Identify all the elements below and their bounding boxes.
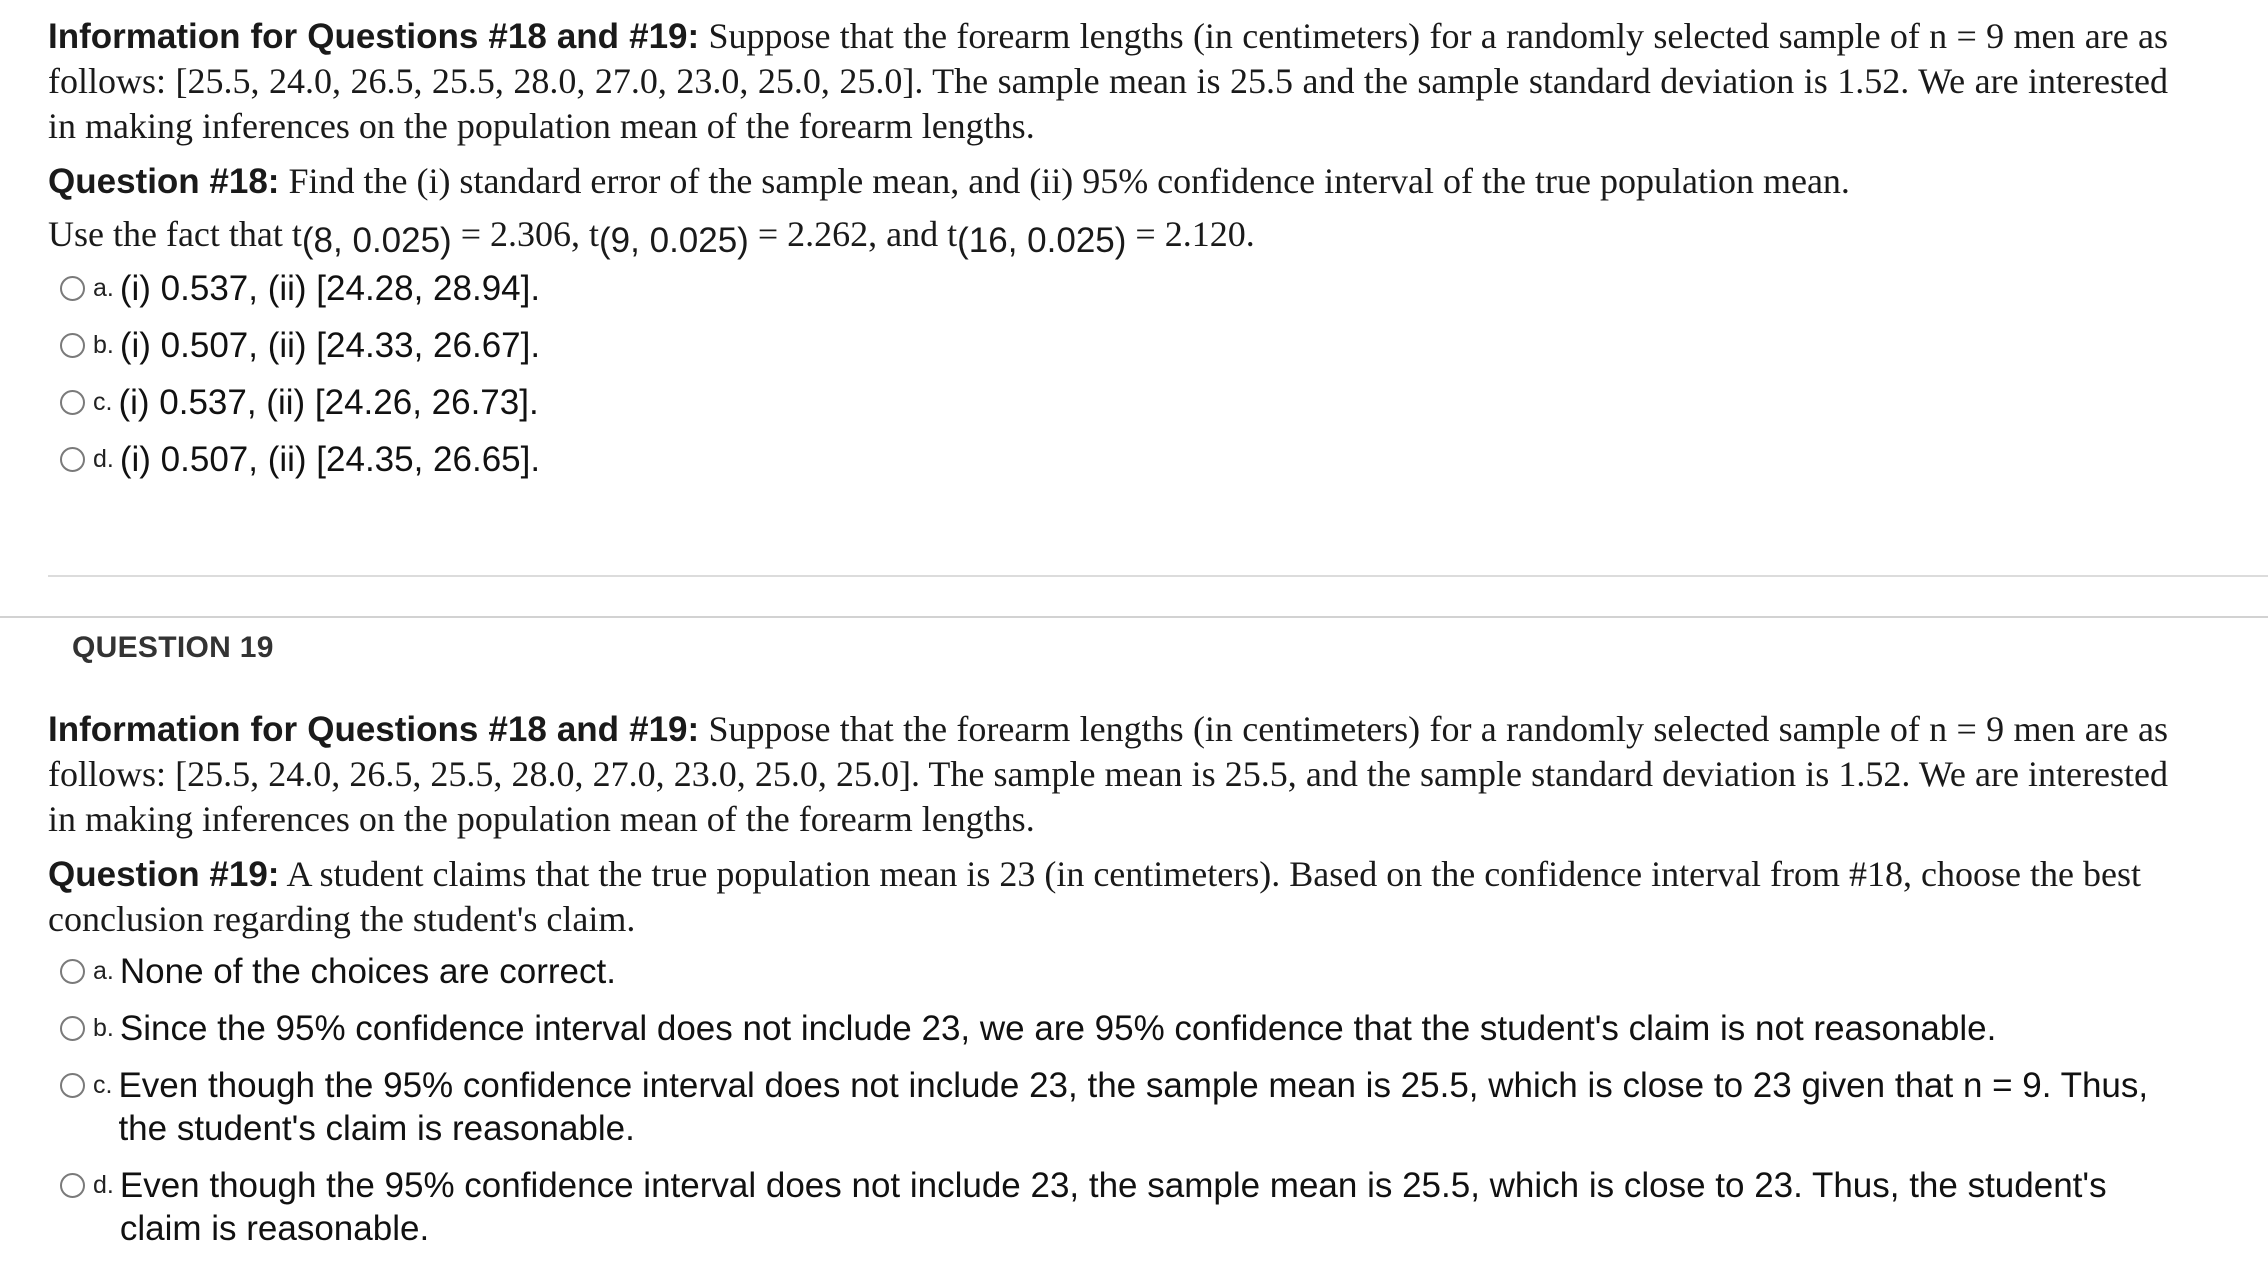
question-lead: Question #18: [48, 162, 280, 201]
option-text[interactable]: None of the choices are correct. [119, 952, 616, 991]
option-a[interactable] [48, 267, 2168, 310]
option-letter: a. [93, 274, 114, 302]
option-b[interactable] [48, 1007, 2168, 1050]
option-letter: b. [93, 331, 114, 359]
question-text: A student claims that the true population mean is 23 (in centimeters). Based on the confidence interval from #18, choose the best conclusion regarding the student's claim. [48, 854, 2141, 939]
radio-button[interactable] [60, 333, 85, 358]
option-text[interactable]: Even though the 95% confidence interval does not include 23, the sample mean is 25.5, which is close to 23. Thus, the student's claim is reasonable. [119, 1166, 2107, 1248]
answer-options [48, 267, 2168, 481]
option-b[interactable] [48, 324, 2168, 367]
radio-button[interactable] [60, 959, 85, 984]
info-paragraph [48, 14, 2168, 149]
section-divider [0, 616, 2268, 618]
option-letter: d. [93, 1171, 114, 1199]
question-19 [48, 707, 2168, 1264]
option-text[interactable]: (i) 0.507, (ii) [24.35, 26.65]. [119, 440, 541, 479]
question-19-heading: QUESTION 19 [72, 631, 274, 664]
t-hint-prefix: Use the fact that t [48, 214, 302, 254]
t-value-3: = 2.120. [1126, 214, 1255, 254]
option-text[interactable]: (i) 0.537, (ii) [24.28, 28.94]. [119, 269, 541, 308]
option-letter: c. [93, 1071, 113, 1099]
question-lead: Question #19: [48, 855, 280, 894]
radio-button[interactable] [60, 1016, 85, 1041]
answer-options [48, 950, 2168, 1250]
info-paragraph [48, 707, 2168, 842]
option-d[interactable] [48, 1164, 2168, 1250]
radio-button[interactable] [60, 390, 85, 415]
option-c[interactable] [48, 381, 2168, 424]
radio-button[interactable] [60, 1173, 85, 1198]
radio-button[interactable] [60, 1073, 85, 1098]
option-text[interactable]: (i) 0.537, (ii) [24.26, 26.73]. [118, 383, 539, 422]
option-text[interactable]: (i) 0.507, (ii) [24.33, 26.67]. [119, 326, 541, 365]
t-subscript-2: (9, 0.025) [599, 221, 749, 260]
option-letter: a. [93, 957, 114, 985]
info-lead: Information for Questions #18 and #19: [48, 17, 700, 56]
info-text: Suppose that the forearm lengths (in centimeters) for a randomly selected sample of n = 9 men are as follows: [25.5, 24.0, 26.5, 25.5, 28.0, 27.0, 23.0, 25.0, 25.0]. The sample mean is 25.5 and the sample standard deviation is 1.52. We are interested in making inferences on the population mean of the forearm lengths. [48, 16, 2168, 146]
question-18 [48, 14, 2168, 495]
option-d[interactable] [48, 438, 2168, 481]
t-values-hint [48, 212, 2168, 260]
option-letter: d. [93, 445, 114, 473]
info-text: Suppose that the forearm lengths (in centimeters) for a randomly selected sample of n = 9 men are as follows: [25.5, 24.0, 26.5, 25.5, 28.0, 27.0, 23.0, 25.0, 25.0]. The sample mean is 25.5, and the sample standard deviation is 1.52. We are interested in making inferences on the population mean of the forearm lengths. [48, 709, 2168, 839]
info-lead: Information for Questions #18 and #19: [48, 710, 700, 749]
question-prompt [48, 852, 2168, 942]
t-value-2: = 2.262, and t [748, 214, 958, 254]
option-text[interactable]: Since the 95% confidence interval does not include 23, we are 95% confidence that the student's claim is not reasonable. [119, 1009, 1997, 1048]
option-letter: c. [93, 388, 113, 416]
divider [48, 575, 2268, 577]
option-text[interactable]: Even though the 95% confidence interval does not include 23, the sample mean is 25.5, which is close to 23 given that n = 9. Thus, the student's claim is reasonable. [118, 1066, 2149, 1148]
option-a[interactable] [48, 950, 2168, 993]
option-c[interactable] [48, 1064, 2168, 1150]
t-subscript-3: (16, 0.025) [957, 221, 1127, 260]
radio-button[interactable] [60, 276, 85, 301]
option-letter: b. [93, 1014, 114, 1042]
question-text: Find the (i) standard error of the sample mean, and (ii) 95% confidence interval of the true population mean. [279, 161, 1850, 201]
question-prompt [48, 159, 2168, 204]
t-subscript-1: (8, 0.025) [301, 221, 452, 260]
radio-button[interactable] [60, 447, 85, 472]
t-value-1: = 2.306, t [451, 214, 600, 254]
